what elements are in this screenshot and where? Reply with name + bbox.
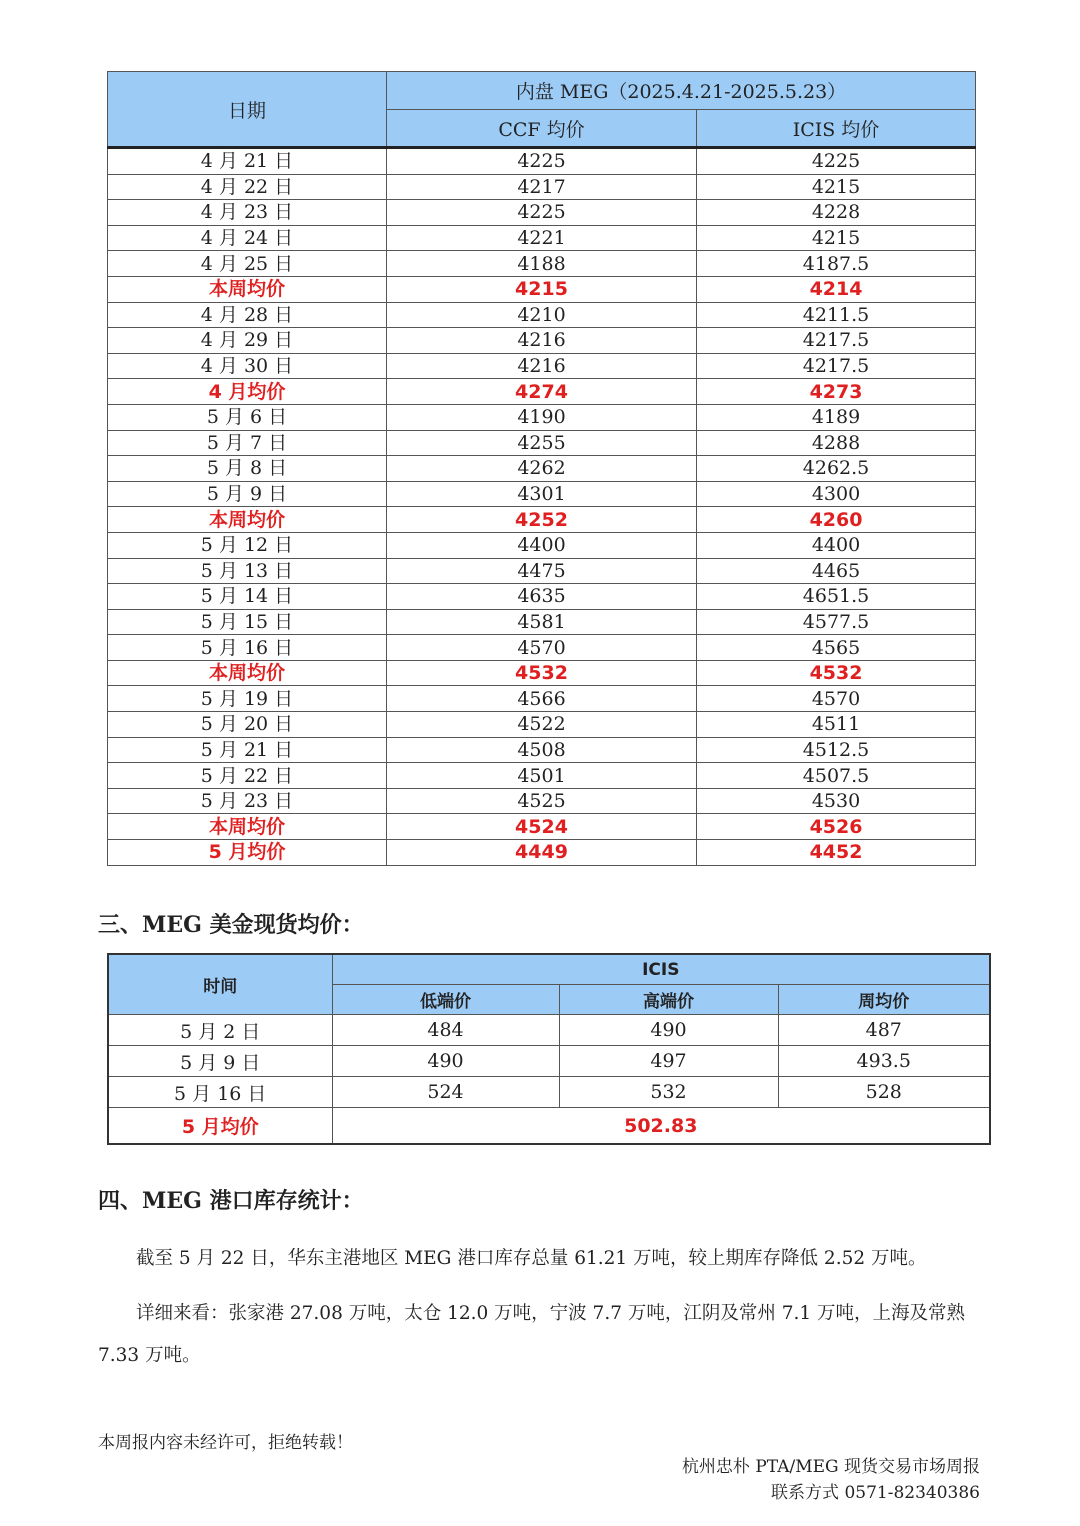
- ccf-price-cell: 4255: [387, 430, 697, 456]
- icis-price-cell: 4530: [697, 788, 976, 814]
- date-cell: 本周均价: [108, 814, 387, 840]
- ccf-price-cell: 4225: [387, 200, 697, 226]
- icis-header: ICIS 均价: [697, 110, 976, 148]
- date-cell: 5 月 20 日: [108, 712, 387, 738]
- date-cell: 5 月 12 日: [108, 532, 387, 558]
- date-cell: 本周均价: [108, 660, 387, 686]
- icis-price-cell: 4215: [697, 225, 976, 251]
- date-cell: 4 月 25 日: [108, 251, 387, 277]
- ccf-price-cell: 4449: [387, 840, 697, 866]
- date-cell: 5 月 16 日: [108, 635, 387, 661]
- ccf-price-cell: 4221: [387, 225, 697, 251]
- date-cell: 5 月 19 日: [108, 686, 387, 712]
- inventory-detail: 详细来看：张家港 27.08 万吨，太仓 12.0 万吨，宁波 7.7 万吨，江阴及常州 7.1 万吨，上海及常熟 7.33 万吨。: [98, 1303, 966, 1366]
- icis-price-cell: 4273: [697, 379, 976, 405]
- date-cell: 4 月 23 日: [108, 200, 387, 226]
- average-row: [108, 814, 976, 840]
- icis-price-cell: 4577.5: [697, 609, 976, 635]
- date-cell: 5 月 22 日: [108, 763, 387, 789]
- date-cell: 4 月 29 日: [108, 328, 387, 354]
- ccf-price-cell: 4501: [387, 763, 697, 789]
- average-row: [108, 840, 976, 866]
- ccf-price-cell: 4522: [387, 712, 697, 738]
- table-row: [108, 1015, 990, 1046]
- section-4-heading: 四、MEG 港口库存统计：: [98, 1188, 364, 1214]
- group-header: 内盘 MEG（2025.4.21-2025.5.23）: [387, 72, 976, 110]
- week-avg-cell: 493.5: [778, 1046, 990, 1077]
- icis-price-cell: 4228: [697, 200, 976, 226]
- icis-price-cell: 4507.5: [697, 763, 976, 789]
- icis-price-cell: 4465: [697, 558, 976, 584]
- date-header: 日期: [108, 72, 387, 148]
- ccf-price-cell: 4215: [387, 276, 697, 302]
- date-cell: 5 月 6 日: [108, 404, 387, 430]
- date-cell: 本周均价: [108, 507, 387, 533]
- ccf-price-cell: 4274: [387, 379, 697, 405]
- icis-price-cell: 4300: [697, 481, 976, 507]
- table-row: [108, 763, 976, 789]
- date-cell: 5 月 21 日: [108, 737, 387, 763]
- low-price-cell: 484: [332, 1015, 559, 1046]
- ccf-price-cell: 4188: [387, 251, 697, 277]
- icis-price-cell: 4570: [697, 686, 976, 712]
- icis-price-cell: 4211.5: [697, 302, 976, 328]
- ccf-price-cell: 4635: [387, 584, 697, 610]
- table-row: [108, 148, 976, 175]
- date-cell: 5 月 16 日: [108, 1077, 332, 1108]
- ccf-price-cell: 4217: [387, 174, 697, 200]
- domestic-meg-price-table: [107, 71, 976, 866]
- icis-price-cell: 4651.5: [697, 584, 976, 610]
- icis-group-header: ICIS: [332, 954, 990, 985]
- high-price-cell: 532: [559, 1077, 778, 1108]
- table-row: [108, 200, 976, 226]
- date-cell: 5 月 2 日: [108, 1015, 332, 1046]
- table-row: [108, 302, 976, 328]
- copyright-notice: 本周报内容未经许可，拒绝转载！: [98, 1433, 353, 1453]
- icis-price-cell: 4260: [697, 507, 976, 533]
- high-price-header: 高端价: [559, 985, 778, 1015]
- ccf-price-cell: 4524: [387, 814, 697, 840]
- icis-price-cell: 4225: [697, 148, 976, 175]
- week-avg-cell: 487: [778, 1015, 990, 1046]
- ccf-price-cell: 4216: [387, 328, 697, 354]
- icis-price-cell: 4526: [697, 814, 976, 840]
- date-cell: 4 月均价: [108, 379, 387, 405]
- ccf-price-cell: 4581: [387, 609, 697, 635]
- high-price-cell: 497: [559, 1046, 778, 1077]
- month-avg-row: [108, 1108, 990, 1145]
- usd-spot-price-table: [107, 953, 991, 1145]
- table-row: [108, 1077, 990, 1108]
- date-cell: 5 月 14 日: [108, 584, 387, 610]
- average-row: [108, 507, 976, 533]
- table-row: [108, 481, 976, 507]
- date-cell: 4 月 22 日: [108, 174, 387, 200]
- date-cell: 4 月 30 日: [108, 353, 387, 379]
- table-row: [108, 584, 976, 610]
- icis-price-cell: 4214: [697, 276, 976, 302]
- icis-price-cell: 4512.5: [697, 737, 976, 763]
- date-cell: 5 月 8 日: [108, 456, 387, 482]
- table-row: [108, 737, 976, 763]
- table-row: [108, 456, 976, 482]
- average-row: [108, 379, 976, 405]
- contact-info: 联系方式 0571-82340386: [771, 1483, 980, 1503]
- average-row: [108, 276, 976, 302]
- date-cell: 4 月 21 日: [108, 148, 387, 175]
- ccf-price-cell: 4262: [387, 456, 697, 482]
- table-row: [108, 430, 976, 456]
- icis-price-cell: 4511: [697, 712, 976, 738]
- icis-price-cell: 4400: [697, 532, 976, 558]
- table-row: [108, 225, 976, 251]
- ccf-price-cell: 4225: [387, 148, 697, 175]
- section-3-heading: 三、MEG 美金现货均价：: [98, 912, 364, 938]
- ccf-price-cell: 4210: [387, 302, 697, 328]
- date-cell: 4 月 28 日: [108, 302, 387, 328]
- table-row: [108, 328, 976, 354]
- ccf-price-cell: 4190: [387, 404, 697, 430]
- icis-price-cell: 4262.5: [697, 456, 976, 482]
- month-avg-label: 5 月均价: [108, 1108, 332, 1145]
- month-avg-value: 502.83: [332, 1108, 990, 1145]
- date-cell: 5 月 9 日: [108, 481, 387, 507]
- publisher-name: 杭州忠朴 PTA/MEG 现货交易市场周报: [681, 1457, 980, 1477]
- icis-price-cell: 4217.5: [697, 328, 976, 354]
- table-row: [108, 558, 976, 584]
- average-row: [108, 660, 976, 686]
- ccf-price-cell: 4252: [387, 507, 697, 533]
- icis-price-cell: 4532: [697, 660, 976, 686]
- ccf-header: CCF 均价: [387, 110, 697, 148]
- table-row: [108, 251, 976, 277]
- table-row: [108, 788, 976, 814]
- date-cell: 5 月 23 日: [108, 788, 387, 814]
- low-price-cell: 490: [332, 1046, 559, 1077]
- table-row: [108, 635, 976, 661]
- ccf-price-cell: 4475: [387, 558, 697, 584]
- low-price-cell: 524: [332, 1077, 559, 1108]
- ccf-price-cell: 4508: [387, 737, 697, 763]
- ccf-price-cell: 4525: [387, 788, 697, 814]
- icis-price-cell: 4565: [697, 635, 976, 661]
- table-row: [108, 532, 976, 558]
- date-cell: 5 月 15 日: [108, 609, 387, 635]
- table-row: [108, 404, 976, 430]
- date-cell: 本周均价: [108, 276, 387, 302]
- date-cell: 4 月 24 日: [108, 225, 387, 251]
- table-row: [108, 353, 976, 379]
- ccf-price-cell: 4570: [387, 635, 697, 661]
- icis-price-cell: 4189: [697, 404, 976, 430]
- ccf-price-cell: 4532: [387, 660, 697, 686]
- table-row: [108, 712, 976, 738]
- table-row: [108, 686, 976, 712]
- icis-price-cell: 4452: [697, 840, 976, 866]
- ccf-price-cell: 4400: [387, 532, 697, 558]
- week-avg-cell: 528: [778, 1077, 990, 1108]
- time-header: 时间: [108, 954, 332, 1015]
- low-price-header: 低端价: [332, 985, 559, 1015]
- high-price-cell: 490: [559, 1015, 778, 1046]
- ccf-price-cell: 4566: [387, 686, 697, 712]
- date-cell: 5 月 13 日: [108, 558, 387, 584]
- week-avg-header: 周均价: [778, 985, 990, 1015]
- table-row: [108, 174, 976, 200]
- icis-price-cell: 4215: [697, 174, 976, 200]
- inventory-summary: 截至 5 月 22 日，华东主港地区 MEG 港口库存总量 61.21 万吨，较上期库存降低 2.52 万吨。: [136, 1248, 927, 1269]
- date-cell: 5 月 9 日: [108, 1046, 332, 1077]
- icis-price-cell: 4217.5: [697, 353, 976, 379]
- icis-price-cell: 4187.5: [697, 251, 976, 277]
- date-cell: 5 月 7 日: [108, 430, 387, 456]
- table-row: [108, 1046, 990, 1077]
- table-row: [108, 609, 976, 635]
- ccf-price-cell: 4301: [387, 481, 697, 507]
- icis-price-cell: 4288: [697, 430, 976, 456]
- ccf-price-cell: 4216: [387, 353, 697, 379]
- date-cell: 5 月均价: [108, 840, 387, 866]
